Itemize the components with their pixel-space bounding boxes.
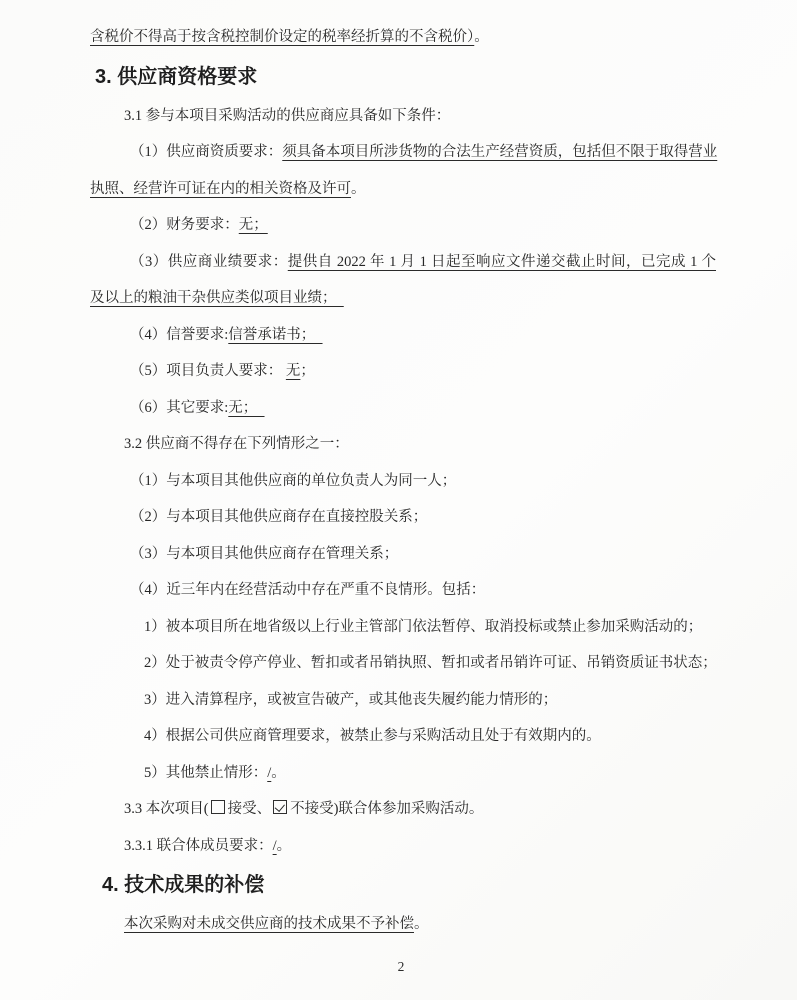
text-segment: 4. 技术成果的补偿 (102, 874, 265, 896)
text-segment: （3）与本项目其他供应商存在管理关系； (130, 545, 399, 562)
checkbox-checked-icon (273, 800, 287, 814)
text-segment: （3）供应商业绩要求： (130, 253, 288, 270)
para-4-body (86, 906, 716, 943)
para-3-1-item3-line1 (86, 244, 716, 281)
text-segment: （4）信誉要求: (130, 326, 229, 343)
text-segment: 无； (228, 399, 265, 416)
checkbox-unchecked-icon (211, 800, 225, 814)
para-3-1-item6 (86, 390, 716, 427)
text-segment: 。 (276, 837, 292, 854)
para-3-2-sub3 (86, 682, 716, 719)
para-3-3-1 (86, 828, 716, 865)
para-3-1-item4 (86, 317, 716, 354)
text-segment: 3.3 本次项目( (124, 801, 209, 817)
text-segment: 1）被本项目所在地省级以上行业主管部门依法暂停、取消投标或禁止参加采购活动的； (144, 618, 703, 635)
text-segment: （2）与本项目其他供应商存在直接控股关系； (130, 509, 428, 525)
text-segment: 3.2 供应商不得存在下列情形之一： (124, 436, 349, 452)
text-segment: （1）与本项目其他供应商的单位负责人为同一人； (130, 472, 457, 489)
para-3-3 (86, 791, 716, 828)
text-segment: 3.1 参与本项目采购活动的供应商应具备如下条件： (124, 107, 451, 124)
text-segment: 4）根据公司供应商管理要求，被禁止参与采购活动且处于有效期内的。 (144, 728, 601, 744)
text-segment: ； (300, 363, 315, 379)
para-3-1-item1-line1 (86, 134, 716, 171)
text-segment: 3. 供应商资格要求 (95, 65, 258, 88)
text-segment: 含税价不得高于按含税控制价设定的税率经折算的不含税价） (90, 29, 475, 45)
page-number: 2 (397, 958, 405, 974)
para-3-1-item3-line2 (86, 280, 716, 317)
text-segment: 接受、 (227, 801, 272, 817)
text-segment: / (272, 837, 277, 854)
text-segment: 信誉承诺书； (228, 326, 323, 343)
para-3-1-item5 (86, 353, 716, 390)
text-segment: 不接受)联合体参加采购活动。 (290, 801, 484, 817)
para-3-2-sub4 (86, 718, 716, 755)
text-segment: 须具备本项目所涉货物的合法生产经营资质，包括但不限于取得营业 (282, 144, 718, 160)
text-segment: 提供自 2022 年 1 月 1 日起至响应文件递交截止时间，已完成 1 个 (287, 253, 716, 270)
heading-section-4 (86, 864, 716, 906)
text-segment: （2）财务要求： (130, 217, 239, 233)
text-segment: 无； (238, 217, 268, 233)
text-segment: 。 (474, 29, 489, 45)
para-tax-price-note (86, 19, 716, 56)
text-segment: 3.3.1 联合体成员要求： (124, 837, 273, 854)
heading-section-3 (86, 56, 716, 98)
para-3-1 (86, 98, 716, 135)
text-segment: （6）其它要求: (130, 399, 229, 416)
text-segment: （1）供应商资质要求： (130, 144, 283, 160)
para-3-2-sub5 (86, 755, 716, 792)
text-segment: 无 (285, 363, 301, 379)
text-segment: 。 (271, 764, 286, 781)
text-segment: 本次采购对未成交供应商的技术成果不予补偿 (124, 916, 414, 932)
text-segment: （5）项目负责人要求： (130, 363, 286, 379)
para-3-2-sub2 (86, 645, 716, 682)
para-3-2-item2 (86, 499, 716, 536)
text-segment: 及以上的粮油干杂供应类似项目业绩； (90, 290, 344, 306)
para-3-2 (86, 426, 716, 463)
text-segment: 执照、经营许可证在内的相关资格及许可 (90, 180, 351, 197)
text-segment: （4）近三年内在经营活动中存在严重不良情形。包括： (130, 582, 486, 598)
text-segment: 2）处于被责令停产停业、暂扣或者吊销执照、暂扣或者吊销许可证、吊销资质证书状态； (144, 655, 717, 671)
text-segment: 。 (351, 180, 366, 197)
text-segment: 。 (414, 916, 429, 932)
para-3-2-item3 (86, 536, 716, 573)
para-3-1-item1-line2 (86, 171, 716, 208)
para-3-1-item2 (86, 207, 716, 244)
para-3-2-item4 (86, 572, 716, 609)
document-body (86, 19, 716, 943)
para-3-2-item1 (86, 463, 716, 500)
text-segment: 3）进入清算程序，或被宣告破产，或其他丧失履约能力情形的； (144, 691, 558, 708)
text-segment: 5）其他禁止情形： (144, 764, 268, 781)
para-3-2-sub1 (86, 609, 716, 646)
text-segment: / (267, 764, 272, 781)
